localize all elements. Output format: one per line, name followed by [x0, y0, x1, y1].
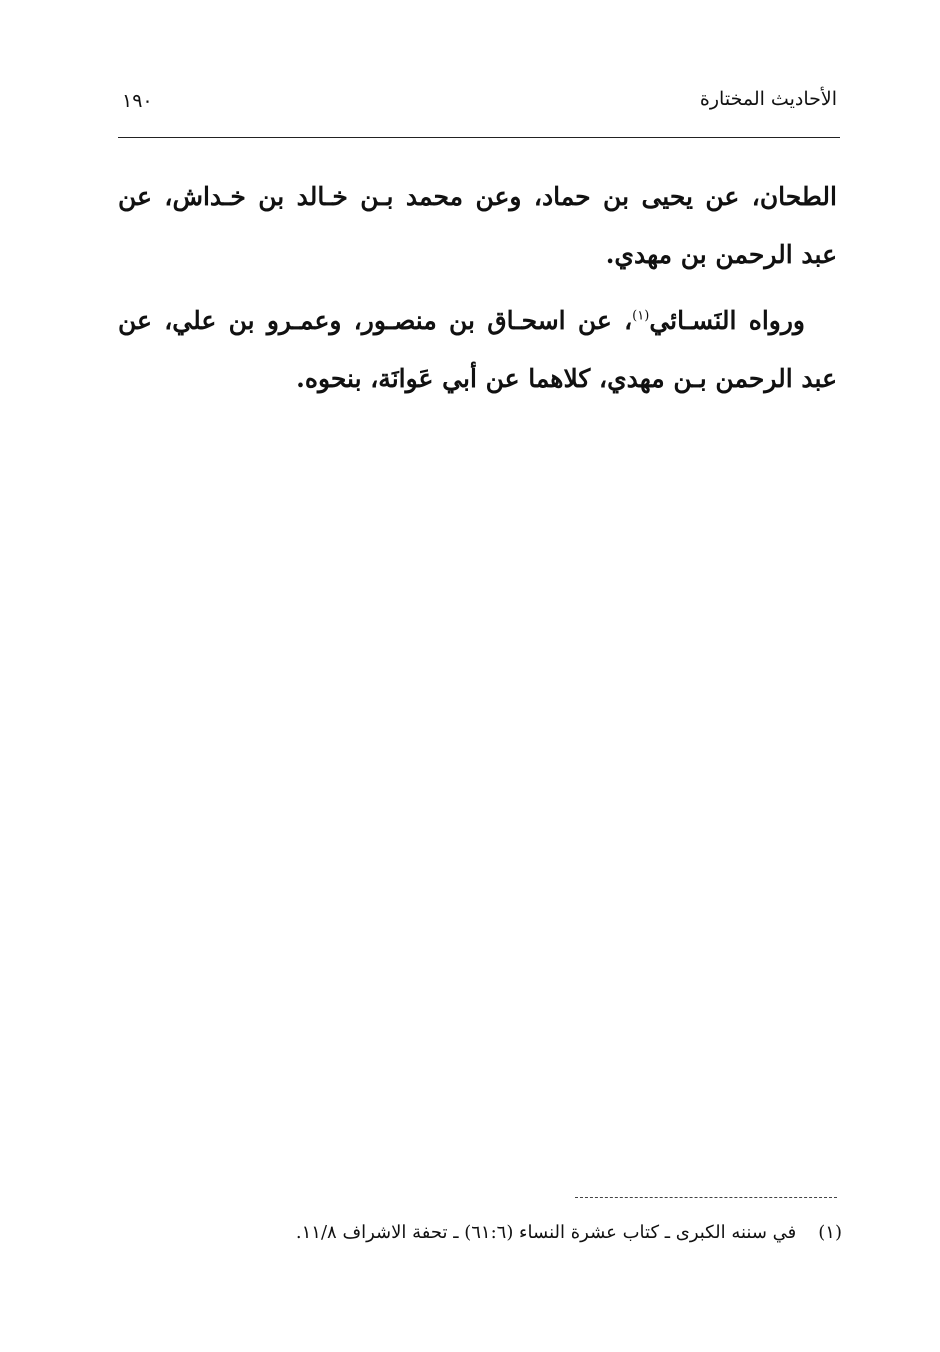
paragraph-1: الطحان، عن يحيى بن حماد، وعن محمد بـن خـالد بن خـداش، عن عبد الرحمن بن مهدي.	[118, 182, 837, 269]
paragraph-2-part-2: ، عن اسحـاق بن منصـور، وعمـرو بن علي، عن عبد الرحمن بـن مهدي، كلاهما عن أبي عَوانَة، بنحوه.	[118, 306, 837, 393]
footnote-reference[interactable]: (١)	[632, 308, 650, 324]
paragraph-2	[118, 292, 837, 408]
footnote-separator	[575, 1197, 837, 1198]
page-number: ١٩٠	[122, 90, 153, 112]
header-rule	[118, 137, 840, 138]
footnote-marker: (١)	[818, 1222, 842, 1243]
running-title: الأحاديث المختارة	[699, 88, 837, 110]
paragraph-2-part-1: ورواه النَسـائي	[649, 306, 805, 335]
page-header	[122, 88, 837, 120]
footnote-1	[296, 1222, 842, 1243]
main-text	[118, 168, 837, 408]
footnote-text: في سننه الكبرى ـ كتاب عشرة النساء (٦١:٦) ـ تحفة الاشراف ١١/٨.	[295, 1222, 797, 1243]
